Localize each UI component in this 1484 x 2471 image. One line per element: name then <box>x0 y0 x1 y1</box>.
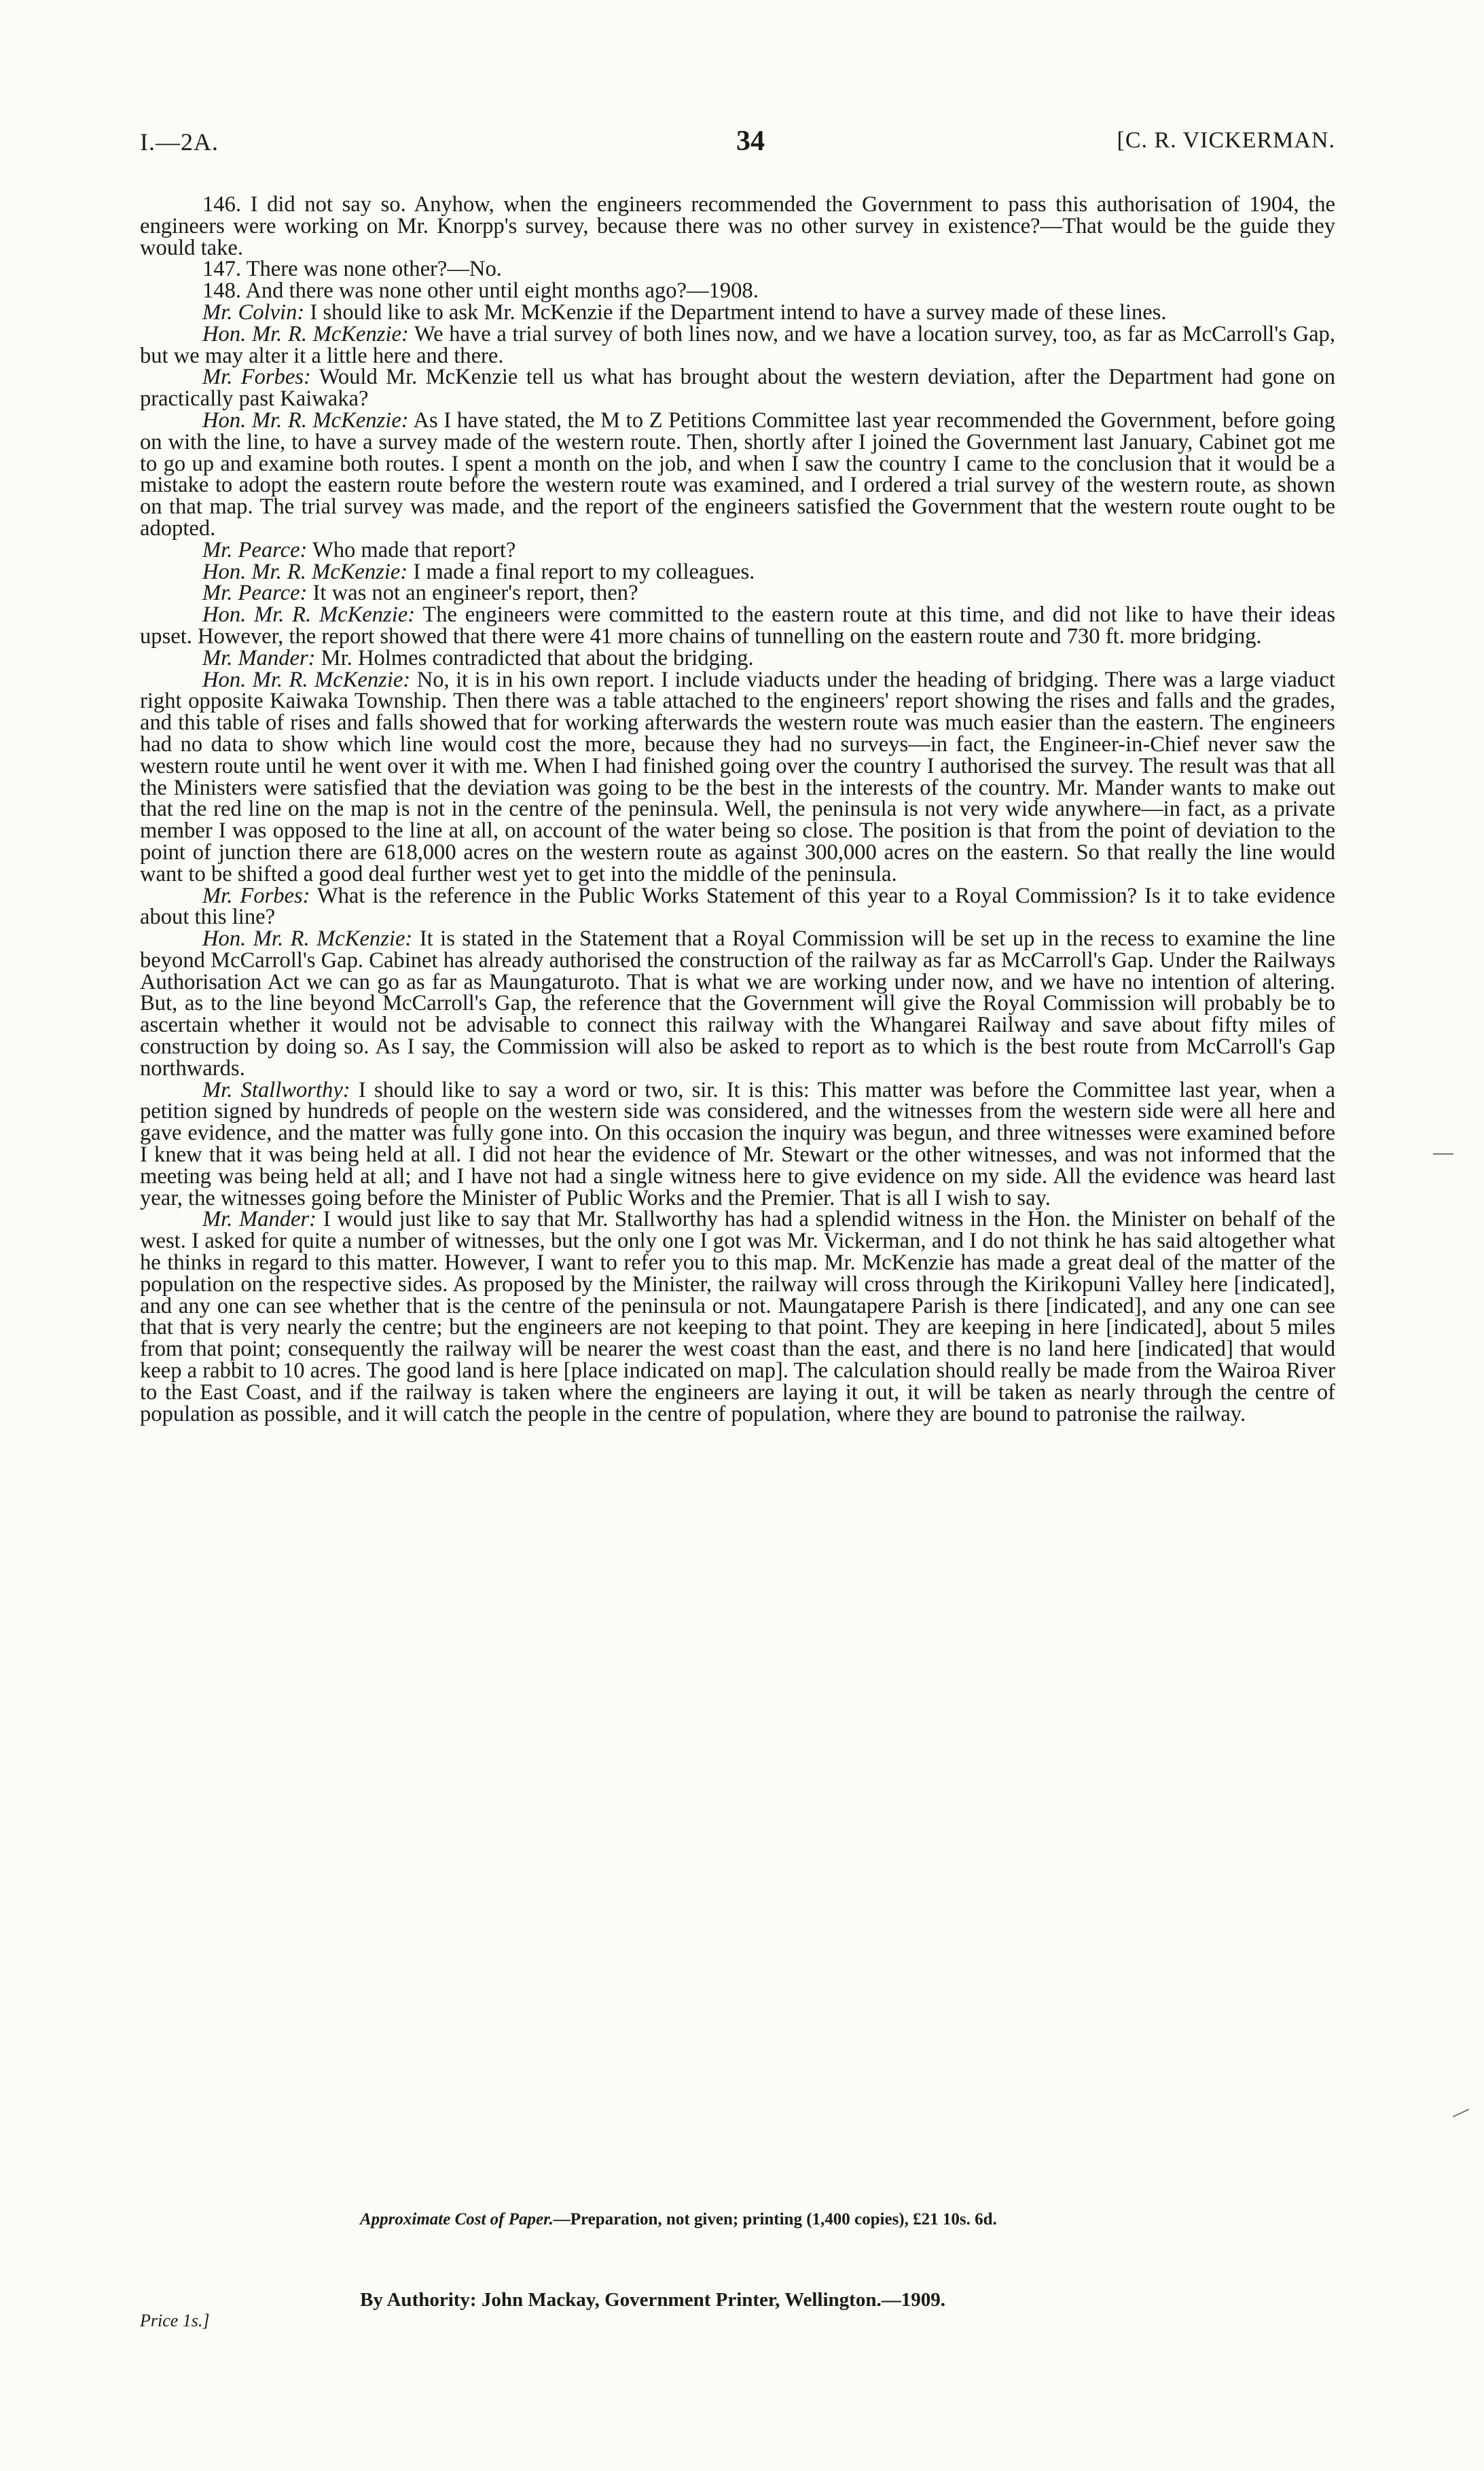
paragraph <box>140 602 1335 649</box>
paragraph-text: I made a final report to my colleagues. <box>413 559 755 584</box>
speaker: Mr. Colvin: <box>202 300 305 325</box>
speaker: Mr. Forbes: <box>202 365 311 390</box>
paragraph-text: 148. And there was none other until eight months ago?—1908. <box>202 278 759 304</box>
paragraph <box>140 667 1335 886</box>
paragraph-text: The engineers were committed to the eastern route at this time, and did not like to have their ideas upset. However, the report showed that there were 41 more chains of tunnelling on the eastern route and 730 ft. more bridging. <box>140 602 1335 649</box>
witness-name: [C. R. VICKERMAN. <box>1117 128 1335 153</box>
page-number: 34 <box>736 126 765 157</box>
paragraph <box>140 410 1335 540</box>
paragraph <box>140 302 1335 324</box>
paragraph-text: Mr. Holmes contradicted that about the bridging. <box>321 645 754 670</box>
cost-label: Approximate Cost of Paper. <box>360 2210 554 2229</box>
paragraph-text: Would Mr. McKenzie tell us what has brought about the western deviation, after the Department had gone on practically past Kaiwaka? <box>140 365 1335 412</box>
scan-mark <box>1453 2109 1469 2118</box>
speaker: Hon. Mr. R. McKenzie: <box>202 926 413 952</box>
paragraph-text: I should like to ask Mr. McKenzie if the Department intend to have a survey made of these lines. <box>310 300 1167 325</box>
paragraph-text: It is stated in the Statement that a Royal Commission will be set up in the recess to examine the line beyond McCarroll's Gap. Cabinet has already authorised the construction of the railway as far as McCarroll's Gap. Under the Railways Authorisation Act we can go as far as Maungaturoto. That is what we are working under now, and we have no intention of altering. But, as to the line beyond McCarroll's Gap, the reference that the Government will give the Royal Commission will probably be to ascertain whether it would not be advisable to connect this railway with the Whangarei Railway and save about fifty miles of construction by doing so. As I say, the Commission will also be asked to report as to which is the best route from McCarroll's Gap northwards. <box>140 926 1335 1081</box>
speaker: Mr. Mander: <box>202 645 316 670</box>
speaker: Mr. Forbes: <box>202 883 310 908</box>
paragraph-text: Who made that report? <box>312 537 516 562</box>
paragraph-text: I would just like to say that Mr. Stallworthy has had a splendid witness in the Hon. the Minister on behalf of the west. I asked for quite a number of witnesses, but the only one I got was Mr. Vickerman, and I do not think he has said altogether what he thinks in regard to this matter. However, I want to refer you to this map. Mr. McKenzie has made a great deal of the matter of the population on the respective sides. As proposed by the Minister, the railway will cross through the Kirikopuni Valley here [indicated], and any one can see whether that is the centre of the peninsula or not. Maungatapere Parish is there [indicated], and any one can see that that is very nearly the centre; but the engineers are not keeping to that point. They are keeping in here [indicated], about 5 miles from that point; consequently the railway will be nearer the west coast than the east, and there is no land here [indicated] that would keep a rabbit to 10 acres. The good land is here [place indicated on map]. The calculation should really be made from the Wairoa River to the East Coast, and if the railway is taken where the engineers are laying it out, it will be taken as nearly through the centre of population as possible, and it will catch the people in the centre of population, where they are bound to patronise the railway. <box>140 1207 1335 1426</box>
minutes-body <box>140 194 1335 1425</box>
paragraph <box>140 194 1335 259</box>
cost-of-paper-note <box>360 2210 997 2229</box>
paragraph <box>140 278 1335 304</box>
paragraph-text: We have a trial survey of both lines now, and we have a location survey, too, as far as McCarroll's Gap, but we may alter it a little here and there. <box>140 321 1335 368</box>
scan-mark <box>1433 1153 1453 1155</box>
paragraph <box>140 883 1335 930</box>
paragraph-text: 147. There was none other?—No. <box>202 257 502 282</box>
speaker: Mr. Pearce: <box>202 581 308 606</box>
paragraph <box>140 1209 1335 1425</box>
speaker: Hon. Mr. R. McKenzie: <box>202 602 416 628</box>
paragraph <box>140 583 1335 605</box>
speaker: Hon. Mr. R. McKenzie: <box>202 321 409 346</box>
page-header <box>140 128 1335 168</box>
paragraph-text: 146. I did not say so. Anyhow, when the engineers recommended the Government to pass this authorisation of 1904, the engineers were working on Mr. Knorpp's survey, because there was no other survey in existence?—That would be the guide they would take. <box>140 192 1335 260</box>
paragraph <box>140 367 1335 410</box>
paragraph <box>140 559 1335 584</box>
paragraph <box>140 537 1335 562</box>
paragraph <box>140 928 1335 1080</box>
paper-reference: I.—2A. <box>140 128 219 156</box>
printer-authority: By Authority: John Mackay, Government Printer, Wellington.—1909. <box>360 2289 945 2311</box>
cost-text: —Preparation, not given; printing (1,400 copies), £21 10s. 6d. <box>553 2210 997 2229</box>
paragraph-text: As I have stated, the M to Z Petitions Committee last year recommended the Government, before going on with the line, to have a survey made of the western route. Then, shortly after I joined the Government last January, Cabinet got me to go up and examine both routes. I spent a month on the job, and when I saw the country I came to the conclusion that it would be a mistake to adopt the eastern route before the western route was examined, and I ordered a trial survey of the western route, as shown on that map. The trial survey was made, and the report of the engineers satisfied the Government that the western route ought to be adopted. <box>140 408 1335 541</box>
paragraph-text: What is the reference in the Public Works Statement of this year to a Royal Commission? Is it to take evidence about this line? <box>140 883 1335 930</box>
paragraph <box>140 259 1335 281</box>
paragraph <box>140 1077 1335 1210</box>
speaker: Mr. Pearce: <box>202 537 308 562</box>
speaker: Hon. Mr. R. McKenzie: <box>202 667 411 692</box>
paragraph-text: I should like to say a word or two, sir. It is this: This matter was before the Committee last year, when a petition signed by hundreds of people on the western side was considered, and the witnesses from the western side were all here and gave evidence, and the matter was fully gone into. On this occasion the inquiry was begun, and three witnesses were examined before I knew that it was being held at all. I did not hear the evidence of Mr. Stewart or the other witnesses, and was not informed that the meeting was being held at all; and I have not had a single witness here to give evidence on my side. All the evidence was heard last year, the witnesses going before the Minister of Public Works and the Premier. That is all I wish to say. <box>140 1077 1335 1210</box>
speaker: Mr. Mander: <box>202 1207 317 1232</box>
paragraph <box>140 321 1335 368</box>
paragraph <box>140 645 1335 670</box>
paragraph-text: It was not an engineer's report, then? <box>312 581 638 606</box>
speaker: Mr. Stallworthy: <box>202 1077 350 1102</box>
speaker: Hon. Mr. R. McKenzie: <box>202 559 408 584</box>
price-label: Price 1s.] <box>140 2311 210 2330</box>
paragraph-text: No, it is in his own report. I include viaducts under the heading of bridging. There was a large viaduct right opposite Kaiwaka Township. Then there was a table attached to the engineers' report showing the rises and falls and the grades, and this table of rises and falls showed that for working afterwards the western route was much easier than the eastern. The engineers had no data to show which line would cost the more, because they had no surveys—in fact, the Engineer-in-Chief never saw the western route until he went over it with me. When I had finished going over the country I authorised the survey. The result was that all the Ministers were satisfied that the deviation was going to be the best in the interests of the country. Mr. Mander wants to make out that the red line on the map is not in the centre of the peninsula. Well, the peninsula is not very wide anywhere—in fact, as a private member I was opposed to the line at all, on account of the water being so close. The position is that from the point of deviation to the point of junction there are 618,000 acres on the western route as against 300,000 acres on the eastern. So that really the line would want to be shifted a good deal further west yet to get into the middle of the peninsula. <box>140 667 1335 886</box>
speaker: Hon. Mr. R. McKenzie: <box>202 408 409 433</box>
